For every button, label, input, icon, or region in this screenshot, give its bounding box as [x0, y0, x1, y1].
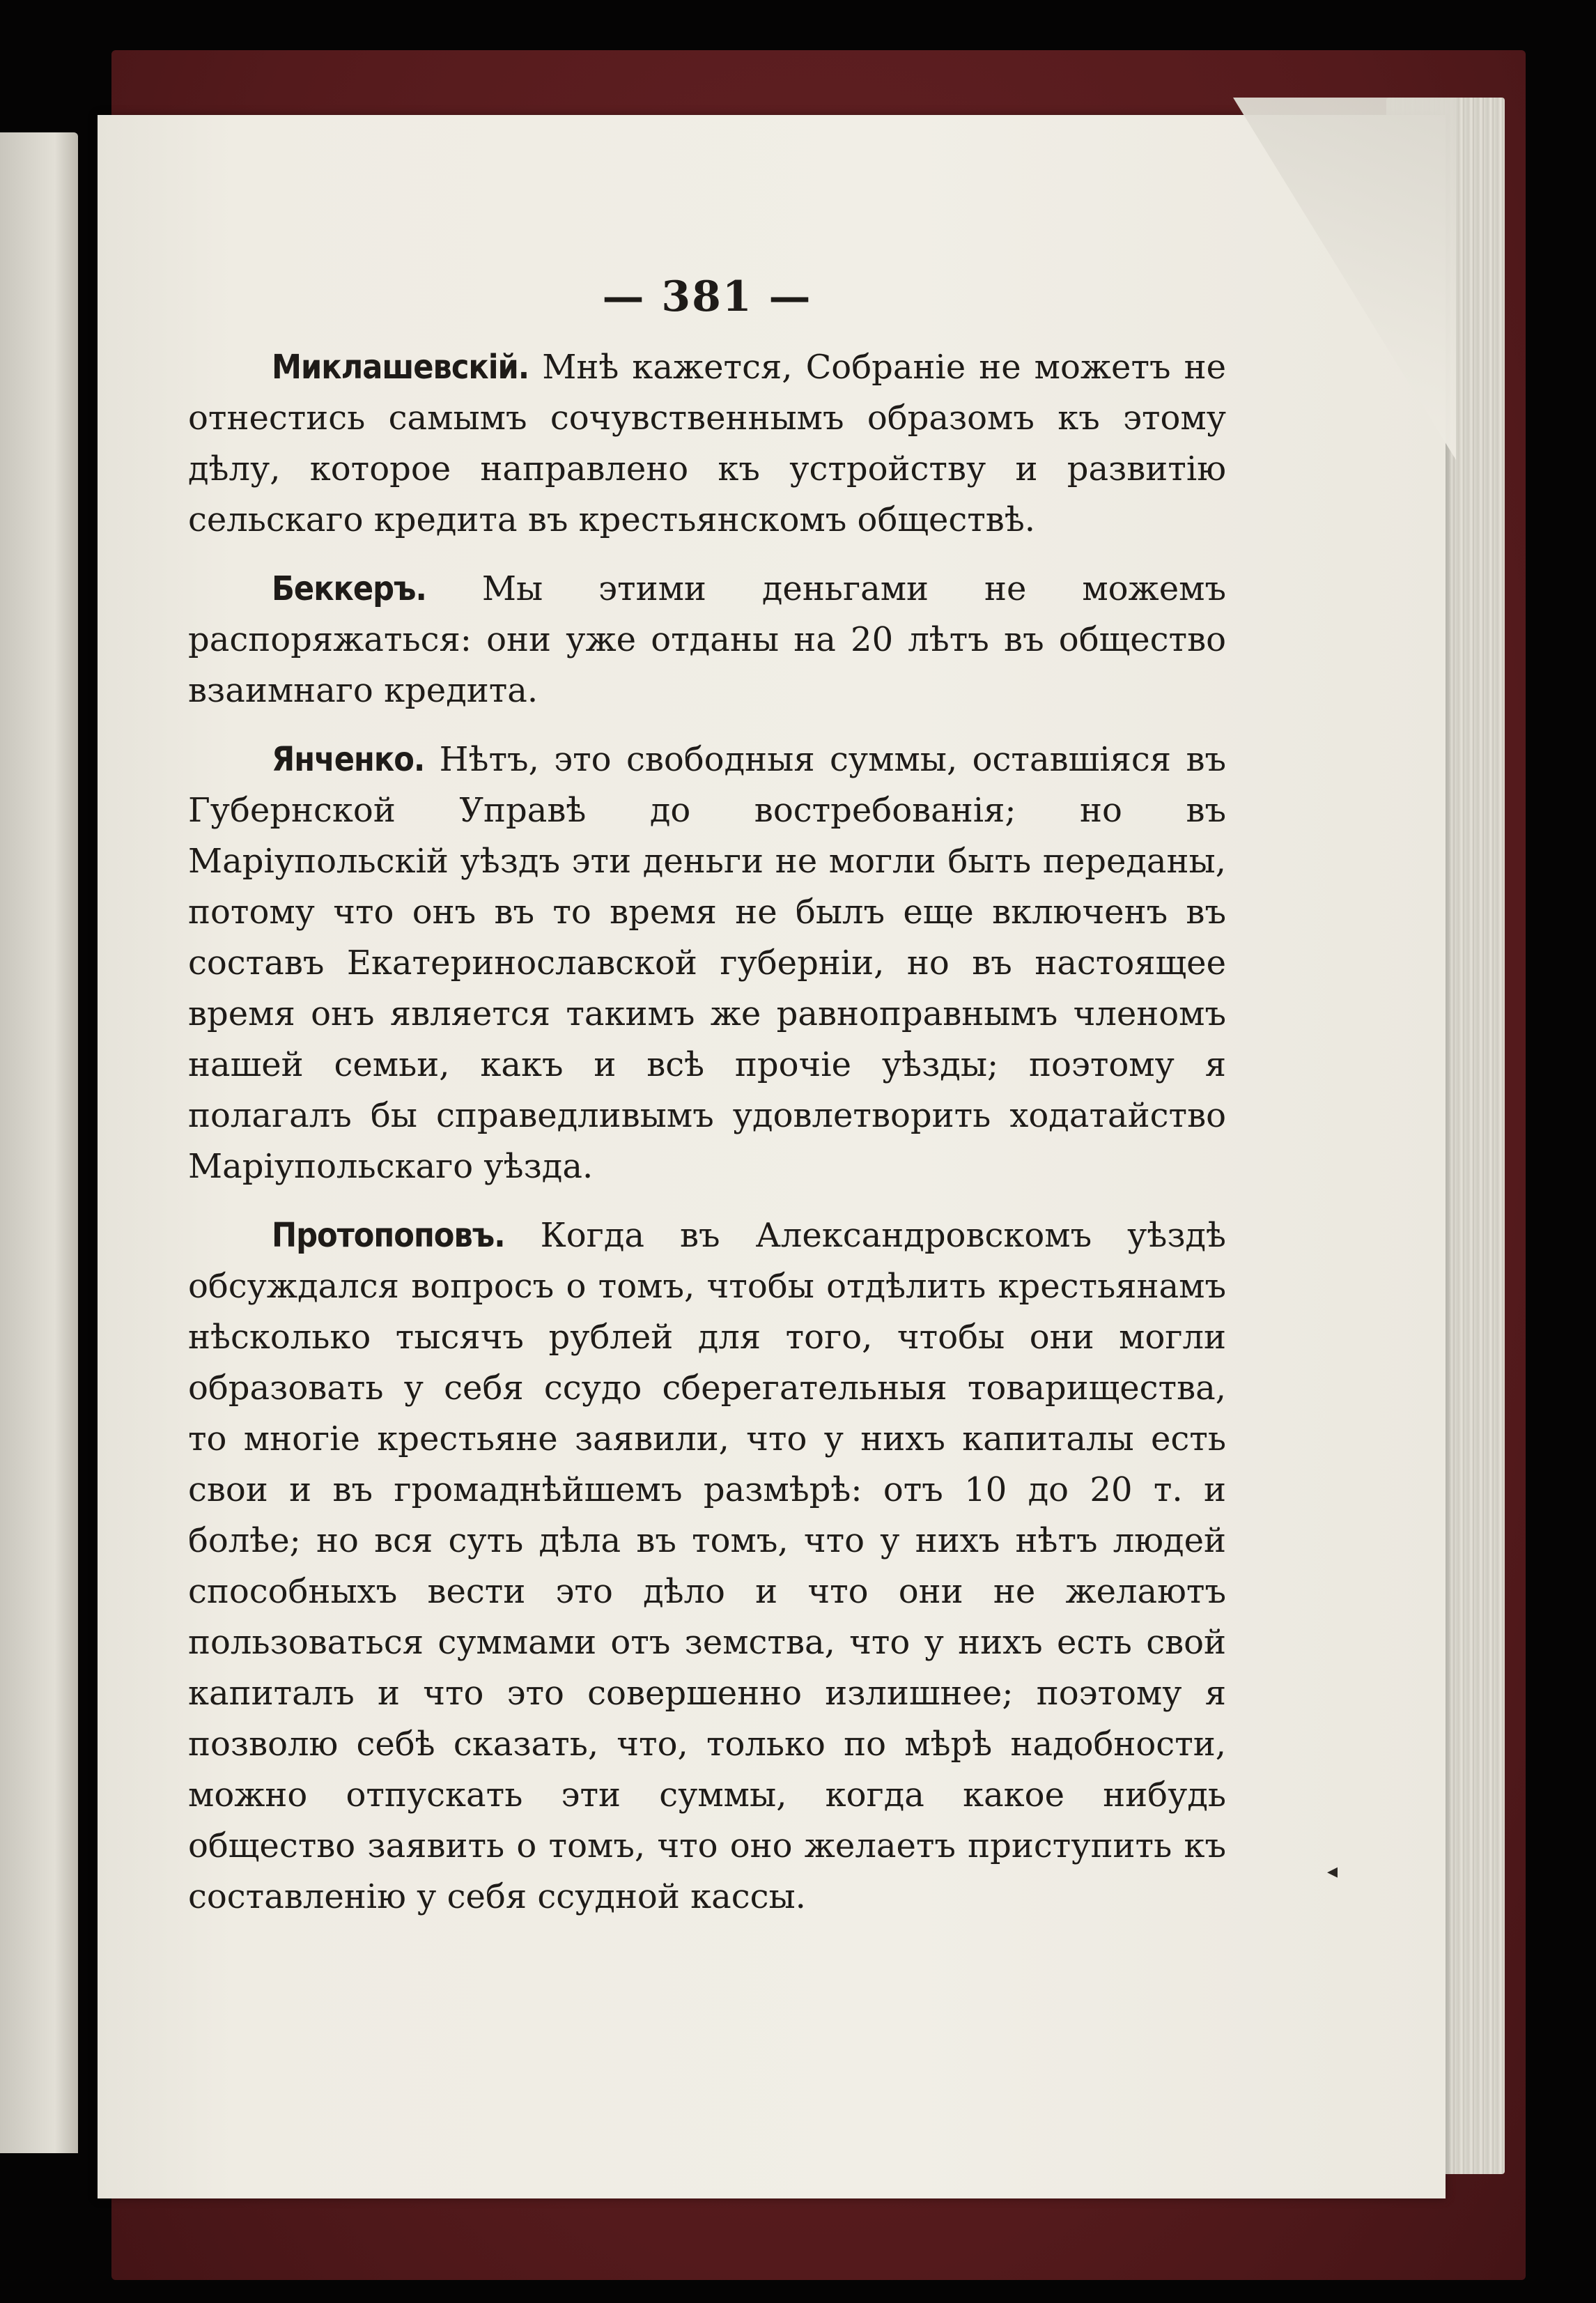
speaker-name: Беккеръ.: [272, 569, 426, 608]
page-number: — 381 —: [602, 272, 812, 321]
paragraph-yanchenko: [188, 734, 1226, 1192]
margin-arrow-mark: ◂: [1327, 1859, 1338, 1884]
speaker-name: Протопоповъ.: [272, 1216, 505, 1255]
paragraph-bekker: [188, 564, 1226, 716]
paragraph-protopopov: [188, 1210, 1226, 1923]
paragraph-text: Когда въ Александровскомъ уѣздѣ обсуждался вопросъ о томъ, чтобы отдѣлить крестьянамъ нѣсколько тысячъ рублей для того, чтобы они могли образовать у себя ссудо сберегательныя товарищества, то многіе крестьяне заявили, что у нихъ капиталы есть свои и въ громаднѣйшемъ размѣрѣ: отъ 10 до 20 т. и болѣе; но вся суть дѣла въ томъ, что у нихъ нѣтъ людей способныхъ вести это дѣло и что они не желаютъ пользоваться суммами отъ земства, что у нихъ есть свой капиталъ и что это совершенно излишнее; поэтому я позволю себѣ сказать, что, только по мѣрѣ надобности, можно отпускать эти суммы, когда какое нибудь общество заявить о томъ, что оно желаетъ приступить къ составленію у себя ссудной кассы.: [188, 1216, 1226, 1916]
left-page-edge: [0, 132, 78, 2153]
paragraph-text: Мнѣ кажется, Собраніе не можетъ не отнестись самымъ сочувственнымъ образомъ къ этому дѣлу, которое направлено къ устройству и развитію сельскаго кредита въ крестьянскомъ обществѣ.: [188, 348, 1226, 539]
page-content: [188, 272, 1226, 1941]
speaker-name: Миклашевскій.: [272, 348, 529, 387]
speaker-name: Янченко.: [272, 740, 425, 779]
paragraph-text: Нѣтъ, это свободныя суммы, оставшіяся въ Губернской Управѣ до востребованія; но въ Маріупольскій уѣздъ эти деньги не могли быть переданы, потому что онъ въ то время не былъ еще включенъ въ составъ Екатеринославской губерніи, но въ настоящее время онъ является такимъ же равноправнымъ членомъ нашей семьи, какъ и всѣ прочіе уѣзды; поэтому я полагалъ бы справедливымъ удовлетворить ходатайство Маріупольскаго уѣзда.: [188, 740, 1226, 1186]
paragraph-text: Мы этими деньгами не можемъ распоряжаться: они уже отданы на 20 лѣтъ въ общество взаимнаго кредита.: [188, 569, 1226, 710]
paragraph-miklashevsky: [188, 342, 1226, 546]
